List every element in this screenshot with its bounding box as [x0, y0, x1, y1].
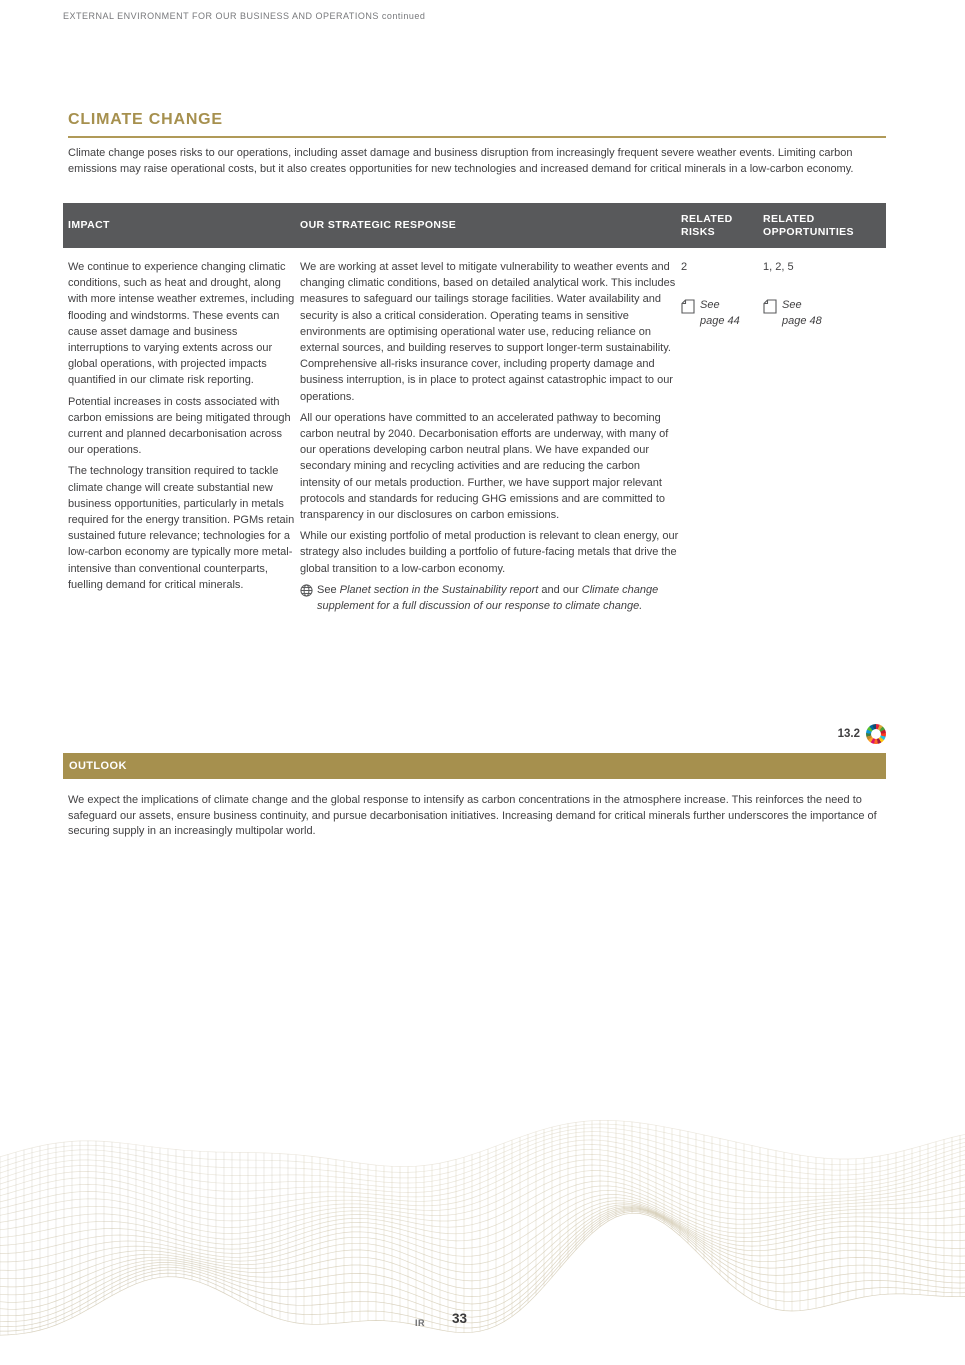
response-note — [300, 582, 680, 614]
related-risks-value: 2 — [681, 261, 688, 273]
title-divider — [68, 136, 886, 138]
paragraph: All our operations have committed to an accelerated pathway to becoming carbon neutral by 2040. Decarbonisation efforts are underway, with many of our operations developing carbon neutral plans. We have expanded our secondary mining and recycling activities and are reducing the carbon intensity of our metals production. Further, we have support major relevant protocols and standards for reducing GHG emissions and are committed to transparency in our disclosures on carbon emissions. — [300, 411, 669, 522]
paragraph: We continue to experience changing climatic conditions, such as heat and drought, along with more intense weather extremes, including flooding and windstorms. These events can cause asset damage and business interruptions to varying extents across our global operations, with projected impacts quantified in our climate risk reporting. — [68, 261, 295, 387]
sdg-wheel-icon — [866, 724, 886, 744]
response-column — [300, 259, 680, 619]
column-header-opportunities: RELATED OPPORTUNITIES — [763, 212, 854, 238]
outlook-label: OUTLOOK — [69, 760, 127, 772]
column-header-impact: IMPACT — [68, 219, 110, 231]
column-header-risks: RELATED RISKS — [681, 212, 733, 238]
outlook-text: We expect the implications of climate change and the global response to intensify as carbon concentrations in the atmosphere increase. This reinforces the need to safeguard our assets, ensure business continuity, and pursue decarbonisation initiatives. Increasing demand for critical minerals further underscores the importance of securing supply in an increasingly multipolar world. — [68, 794, 877, 838]
page-icon — [681, 299, 695, 329]
section-intro: Climate change poses risks to our operations, including asset damage and business disruption from increasingly frequent severe weather events. Limiting carbon emissions may raise operational costs, but it also creates opportunities for new technologies and increased demand for critical minerals in a low-carbon economy. — [68, 147, 854, 175]
globe-icon — [300, 584, 313, 614]
page-icon — [763, 299, 777, 329]
related-opportunities-value: 1, 2, 5 — [763, 261, 794, 273]
opportunity-page-link[interactable] — [763, 298, 883, 329]
sdg-reference-row — [63, 724, 886, 744]
footer-page-number: 33 — [452, 1311, 468, 1326]
risk-page-link[interactable] — [681, 298, 757, 329]
wireframe-terrain-graphic — [0, 1090, 965, 1365]
sdg-target-number: 13.2 — [837, 728, 860, 740]
risk-page-link-text: See page 44 — [700, 299, 740, 327]
response-paragraphs — [300, 259, 680, 577]
running-header: EXTERNAL ENVIRONMENT FOR OUR BUSINESS AND OPERATIONS continued — [63, 11, 426, 21]
impact-column — [68, 259, 298, 598]
opportunity-page-link-text: See page 48 — [782, 299, 822, 327]
paragraph: We are working at asset level to mitigate vulnerability to weather events and changing climatic conditions, based on detailed analytical work. This includes measures to safeguard our tailings storage facilities. Water availability and security is also a critical consideration. Operating teams in sensitive environments are optimising operational water use, reducing reliance on external sources, and building reserves to support longer-term sustainability. Comprehensive all-risks insurance cover, including property damage and business interruption, is in place to protect against catastrophic impact to our operations. — [300, 261, 676, 403]
outlook-banner — [63, 753, 886, 779]
response-note-text: See Planet section in the Sustainability report and our Climate change supplement for a full discussion of our response to climate change. — [317, 583, 659, 613]
table-header-bar — [63, 203, 886, 248]
column-header-response: OUR STRATEGIC RESPONSE — [300, 219, 457, 231]
paragraph: The technology transition required to tackle climate change will create substantial new business opportunities, particularly in metals required for the energy transition. PGMs retain sustained future relevance; technologies for a low-carbon economy are typically more metal- intensive than conventional counterparts, fuelling demand for critical minerals. — [68, 465, 295, 591]
related-risks-column — [681, 259, 757, 329]
page-title: CLIMATE CHANGE — [68, 111, 223, 128]
related-opportunities-column — [763, 259, 883, 329]
footer-report-code: IR — [415, 1318, 425, 1328]
paragraph: Potential increases in costs associated with carbon emissions are being mitigated through current and planned decarbonisation across our operations. — [68, 395, 291, 457]
table-body — [63, 248, 886, 748]
paragraph: While our existing portfolio of metal production is relevant to clean energy, our strategy also includes building a portfolio of future-facing metals that drive the global transition to a low-carbon economy. — [300, 530, 679, 575]
